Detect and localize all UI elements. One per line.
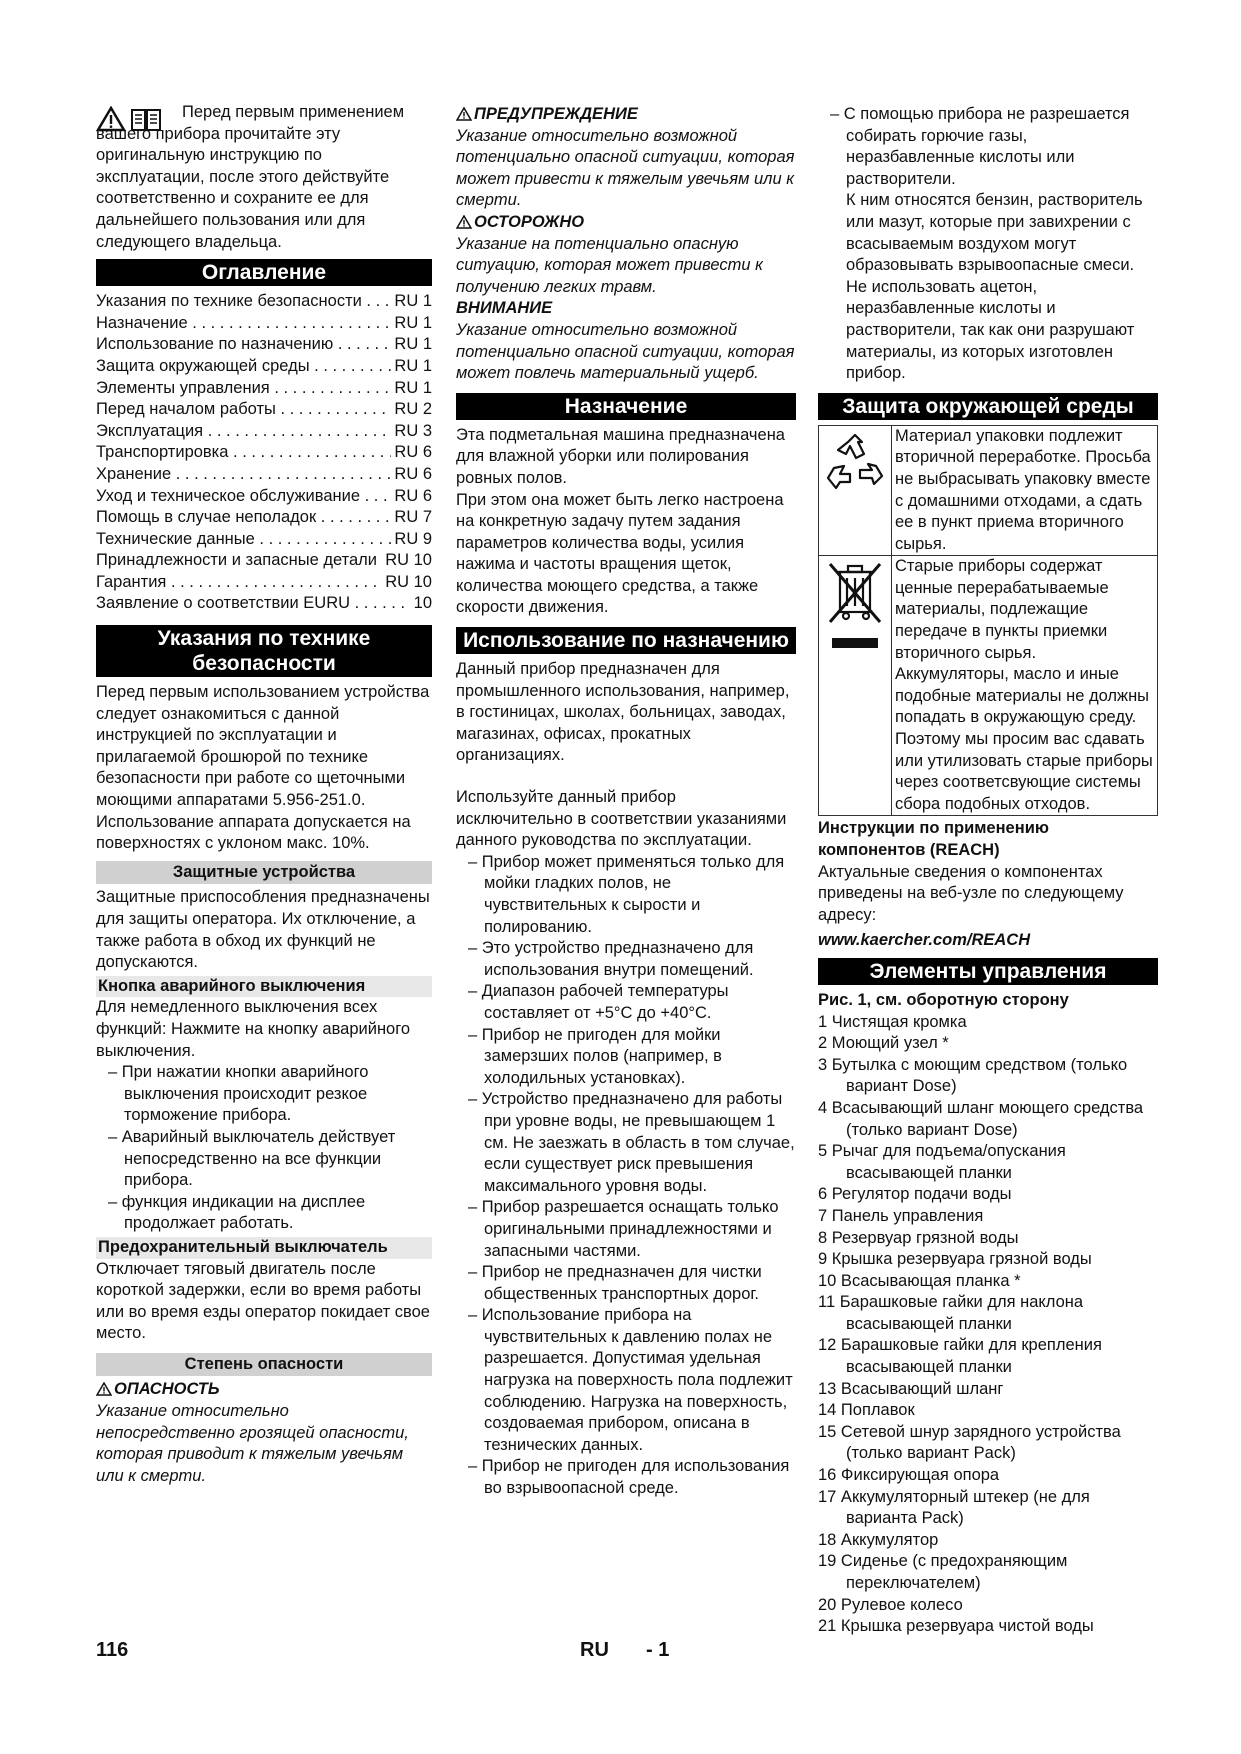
- use-item: – Прибор не предназначен для чистки общественных транспортных дорог.: [456, 1262, 796, 1305]
- control-item: 1 Чистящая кромка: [818, 1012, 967, 1031]
- toc-entry[interactable]: [96, 378, 432, 400]
- env-title: Защита окружающей среды: [818, 393, 1158, 420]
- toc-entry[interactable]: [96, 291, 432, 313]
- toc-entry[interactable]: [96, 442, 432, 464]
- use-item: – Прибор не пригоден для использования во взрывоопасной среде.: [456, 1456, 796, 1499]
- toc-entry[interactable]: [96, 464, 432, 486]
- toc-entry[interactable]: [96, 486, 432, 508]
- env-row-text: Материал упаковки подлежит вторичной переработке. Просьба не выбрасывать упаковку вместе с домашними отходами, а сдать ее в пункт приема вторичного сырья.: [895, 426, 1151, 553]
- control-item: 9 Крышка резервуара грязной воды: [818, 1250, 1092, 1269]
- reach-url[interactable]: www.kaercher.com/REACH: [818, 931, 1031, 950]
- env-icon-cell: [819, 426, 892, 556]
- env-icon-cell: [819, 556, 892, 815]
- toc-entry-title: Принадлежности и запасные детали . . .: [96, 550, 382, 572]
- toc-list: [96, 291, 432, 615]
- control-item: 3 Бутылка с моющим средством (только вариант Dose): [818, 1055, 1128, 1096]
- control-item: 12 Барашковые гайки для крепления всасывающей планки: [818, 1336, 1102, 1377]
- toc-entry-title: Уход и техническое обслуживание . . .: [96, 486, 391, 508]
- controls-title: Элементы управления: [818, 958, 1158, 985]
- toc-entry-title: Перед началом работы . . .: [96, 399, 391, 421]
- danger-label-text: ОПАСНОСТЬ: [114, 1380, 220, 1399]
- estop-title: Кнопка аварийного выключения: [96, 976, 432, 998]
- column-3: [818, 104, 1158, 1638]
- toc-entry-title: Помощь в случае неполадок . . .: [96, 507, 391, 529]
- estop-item: – При нажатии кнопки аварийного выключения происходит резкое торможение прибора.: [96, 1062, 432, 1127]
- column-2: [456, 104, 796, 1500]
- column-1: [96, 104, 432, 1487]
- reach-title: Инструкции по применению компонентов (REACH): [818, 819, 1049, 859]
- attention-text: Указание относительно возможной потенциально опасной ситуации, которая может повлечь материальный ущерб.: [456, 320, 795, 383]
- danger-text: Указание относительно непосредственно грозящей опасности, которая приводит к тяжелым увечьям или к смерти.: [96, 1402, 409, 1485]
- warning-label: [456, 104, 796, 126]
- control-item: 18 Аккумулятор: [818, 1530, 939, 1549]
- estop-item: – Аварийный выключатель действует непосредственно на все функции прибора.: [96, 1127, 432, 1192]
- control-item: 6 Регулятор подачи воды: [818, 1185, 1012, 1204]
- control-item: 7 Панель управления: [818, 1206, 984, 1225]
- purpose-title: Назначение: [456, 393, 796, 420]
- toc-entry-title: Технические данные . . .: [96, 529, 391, 551]
- recycling-icon: [824, 432, 886, 494]
- caution-label: [456, 212, 796, 234]
- toc-entry[interactable]: [96, 399, 432, 421]
- caution-label-text: ОСТОРОЖНО: [474, 212, 585, 231]
- use-item: – Прибор разрешается оснащать только оригинальными принадлежностями и запасными частями.: [456, 1197, 796, 1262]
- danger-title: Степень опасности: [96, 1353, 432, 1377]
- danger-label: [96, 1379, 432, 1401]
- toc-entry[interactable]: [96, 507, 432, 529]
- toc-entry-title: Заявление о соответствии EURU . . .: [96, 593, 411, 615]
- toc-entry[interactable]: [96, 334, 432, 356]
- safety-paragraph-2: Использование аппарата допускается на поверхностях с уклоном макс. 10%.: [96, 812, 411, 853]
- control-item: 20 Рулевое колесо: [818, 1595, 963, 1614]
- warning-triangle-icon: [456, 107, 472, 121]
- purpose-paragraph-2: При этом она может быть легко настроена на конкретную задачу путем задания параметров количества воды, усилия нажима и частоты вращения щеток, количества моющего средства, а также скорости движения.: [456, 490, 784, 617]
- page-number: 116: [96, 1639, 129, 1661]
- control-item: 5 Рычаг для подъема/опускания всасывающей планки: [818, 1142, 1066, 1182]
- warning-label-text: ПРЕДУПРЕЖДЕНИЕ: [474, 105, 638, 123]
- toc-entry-title: Эксплуатация . . .: [96, 421, 391, 443]
- toc-entry[interactable]: [96, 593, 432, 615]
- warning-triangle-icon: [456, 215, 472, 229]
- gas-paragraph: К ним относятся бензин, растворитель или мазут, которые при завихрении с всасываемым воздухом могут образовывать взрывоопасные смеси. Не использовать ацетон, неразбавленные кислоты и растворители, так как они разрушают материалы, из которых изготовлен прибор.: [846, 191, 1143, 383]
- control-item: 11 Барашковые гайки для наклона всасывающей планки: [818, 1293, 1084, 1333]
- toc-entry[interactable]: [96, 572, 432, 594]
- estop-paragraph: Для немедленного выключения всех функций: Нажмите на кнопку аварийного выключения.: [96, 998, 411, 1060]
- safety-paragraph-1: Перед первым использованием устройства следует ознакомиться с данной инструкцией по эксплуатации и прилагаемой брошюрой по технике безопасности при работе со щеточными моющими аппаратами 5.956-251.0.: [96, 683, 430, 810]
- env-row: [819, 426, 1157, 557]
- use-title: Использование по назначению: [456, 627, 796, 654]
- env-row: [819, 556, 1157, 815]
- toc-entry-page: RU 6: [394, 443, 432, 462]
- toc-entry-title: Назначение . . .: [96, 313, 391, 335]
- page-reference: - 1: [646, 1639, 670, 1661]
- control-item: 10 Всасывающая планка *: [818, 1271, 1021, 1290]
- fuse-paragraph: Отключает тяговый двигатель после короткой задержки, если во время работы или во время езды оператор покидает свое место.: [96, 1259, 430, 1343]
- toc-entry[interactable]: [96, 529, 432, 551]
- use-item: – Это устройство предназначено для использования внутри помещений.: [456, 938, 796, 981]
- toc-entry-page: RU 6: [394, 486, 432, 505]
- toc-entry-title: Транспортировка . . .: [96, 442, 391, 464]
- env-table: [818, 425, 1158, 817]
- toc-entry-page: RU 7: [394, 508, 432, 527]
- caution-text: Указание на потенциально опасную ситуацию, которая может привести к получению легких травм.: [456, 234, 763, 296]
- use-list: [456, 852, 796, 1500]
- toc-entry-page: RU 2: [394, 400, 432, 419]
- toc-entry-page: RU 10: [385, 551, 432, 570]
- crossed-bin-icon: [824, 562, 886, 658]
- toc-entry[interactable]: [96, 313, 432, 335]
- control-item: 21 Крышка резервуара чистой воды: [818, 1617, 1094, 1636]
- control-item: 8 Резервуар грязной воды: [818, 1228, 1019, 1247]
- fuse-title: Предохранительный выключатель: [96, 1237, 432, 1259]
- use-item: – Устройство предназначено для работы при уровне воды, не превышающем 1 см. Не заезжать в область в том случае, если существует риск превышения максимального уровня воды.: [456, 1089, 796, 1197]
- safety-title: Указания по технике безопасности: [96, 625, 432, 677]
- toc-entry-title: Указания по технике безопасности . . .: [96, 291, 391, 313]
- language-code: RU: [580, 1639, 609, 1661]
- use-paragraph-2: Используйте данный прибор исключительно в соответствии указаниями данного руководства по эксплуатации.: [456, 788, 787, 850]
- toc-entry-page: RU 6: [394, 464, 432, 483]
- toc-entry-title: Защита окружающей среды . . .: [96, 356, 391, 378]
- fig-caption: Рис. 1, см. оборотную сторону: [818, 990, 1069, 1009]
- toc-entry-page: RU 10: [385, 572, 432, 591]
- control-item: 16 Фиксирующая опора: [818, 1466, 1000, 1485]
- toc-entry-page: RU 1: [394, 378, 432, 397]
- control-item: 14 Поплавок: [818, 1401, 915, 1420]
- toc-entry-page: RU 1: [394, 356, 432, 375]
- toc-title: Оглавление: [96, 259, 432, 286]
- purpose-paragraph-1: Эта подметальная машина предназначена для влажной уборки или полирования ровных полов.: [456, 425, 785, 487]
- toc-entry-page: RU 1: [394, 335, 432, 354]
- protect-paragraph: Защитные приспособления предназначены для защиты оператора. Их отключение, а также работа в обход их функций не допускаются.: [96, 888, 430, 972]
- toc-entry[interactable]: [96, 550, 432, 572]
- env-row-text: Старые приборы содержат ценные перерабатываемые материалы, подлежащие передаче в пункты приемки вторичного сырья. Аккумуляторы, масло и иные подобные материалы не должны попадать в окружающую среду. Поэтому мы просим вас сдавать или утилизовать старые приборы через соответсвующие системы сбора подобных отходов.: [895, 557, 1153, 813]
- toc-entry-title: Гарантия . . .: [96, 572, 382, 594]
- reach-paragraph: Актуальные сведения о компонентах приведены на веб-узле по следующему адресу:: [818, 862, 1124, 924]
- controls-list: [818, 1012, 1158, 1638]
- control-item: 13 Всасывающий шланг: [818, 1379, 1004, 1398]
- protect-title: Защитные устройства: [96, 861, 432, 885]
- control-item: 4 Всасывающий шланг моющего средства (только вариант Dose): [818, 1098, 1144, 1139]
- control-item: 19 Сиденье (с предохраняющим переключателем): [818, 1552, 1068, 1592]
- estop-item: – функция индикации на дисплее продолжает работать.: [96, 1192, 432, 1235]
- toc-entry-page: 10: [413, 594, 432, 613]
- attention-label: ВНИМАНИЕ: [456, 299, 553, 318]
- control-item: 15 Сетевой шнур зарядного устройства (только вариант Pack): [818, 1422, 1121, 1463]
- warning-text: Указание относительно возможной потенциально опасной ситуации, которая может привести к тяжелым увечьям или к смерти.: [456, 126, 795, 210]
- toc-entry-page: RU 9: [394, 529, 432, 548]
- control-item: 17 Аккумуляторный штекер (не для варианта Pack): [818, 1487, 1090, 1528]
- gas-item: – С помощью прибора не разрешается собирать горючие газы, неразбавленные кислоты или растворители.: [818, 104, 1158, 190]
- toc-entry-page: RU 1: [394, 292, 432, 311]
- toc-entry-page: RU 3: [394, 421, 432, 440]
- use-item: – Использование прибора на чувствительных к давлению полах не разрешается. Допустимая удельная нагрузка на поверхность пола подлежит соблюдению. Нагрузка на поверхность, создоваемая прибором, описана в тезнических данных.: [456, 1305, 796, 1456]
- control-item: 2 Моющий узел *: [818, 1034, 949, 1053]
- toc-entry-title: Использование по назначению . . .: [96, 334, 391, 356]
- toc-entry[interactable]: [96, 356, 432, 378]
- toc-entry[interactable]: [96, 421, 432, 443]
- toc-entry-title: Элементы управления . . .: [96, 378, 391, 400]
- intro-text: Перед первым применением вашего прибора прочитайте эту оригинальную инструкцию по эксплуатации, после этого действуйте соответственно и сохраните ее для дальнейшего пользования или для следующего владельца.: [96, 103, 405, 251]
- warning-triangle-icon: [96, 1382, 112, 1396]
- toc-entry-page: RU 1: [394, 313, 432, 332]
- use-item: – Прибор не пригоден для мойки замерзших полов (например, в холодильных установках).: [456, 1025, 796, 1090]
- use-item: – Диапазон рабочей температуры составляет от +5°C до +40°C.: [456, 981, 796, 1024]
- use-paragraph-1: Данный прибор предназначен для промышленного использования, например, в гостиницах, школах, больницах, заводах, магазинах, офисах, прокатных организациях.: [456, 660, 790, 765]
- toc-entry-title: Хранение . . .: [96, 464, 391, 486]
- use-item: – Прибор может применяться только для мойки гладких полов, не чувствительных к сырости и полированию.: [456, 852, 796, 938]
